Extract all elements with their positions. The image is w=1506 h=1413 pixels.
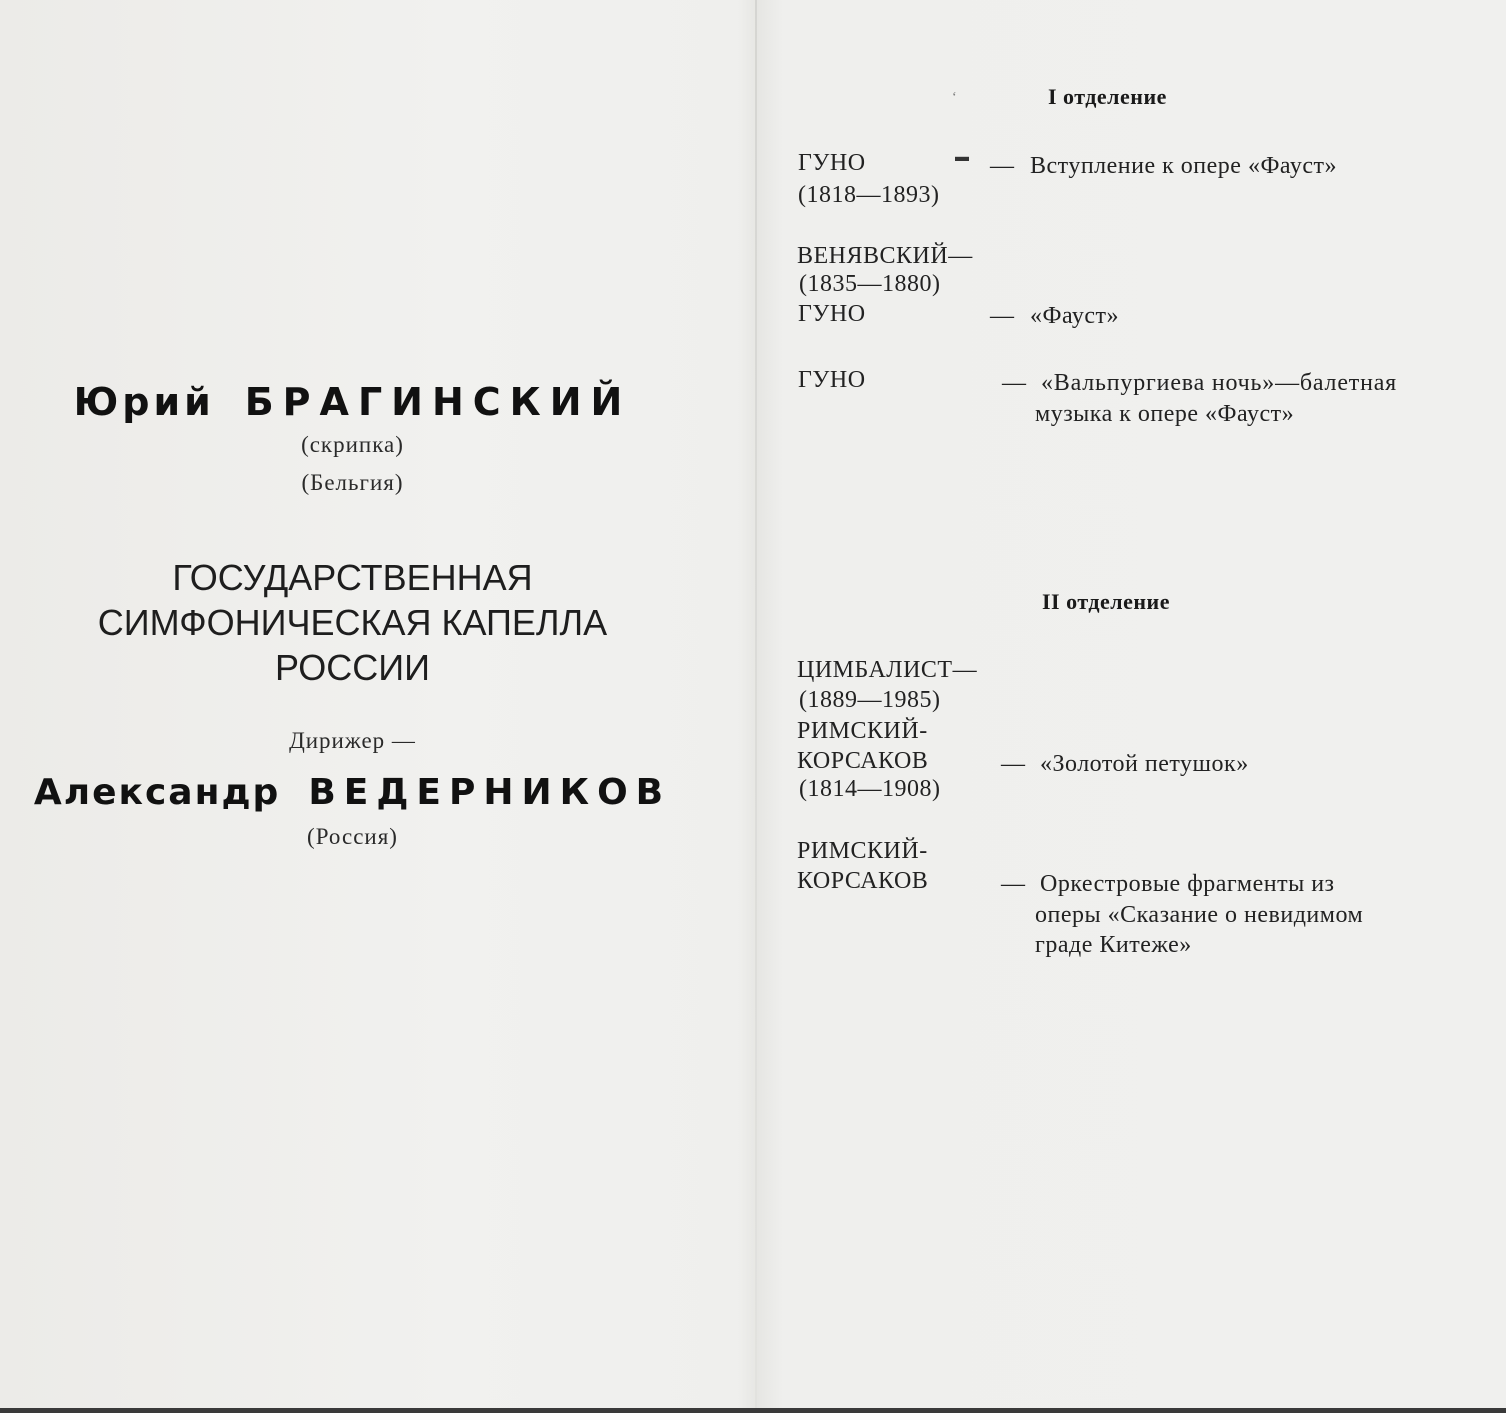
orchestra-line-3: РОССИИ <box>275 647 430 688</box>
conductor-name <box>0 772 705 813</box>
conductor-last-name: ВЕДЕРНИКОВ <box>308 772 672 813</box>
part2-item2-dash: — <box>1001 751 1026 777</box>
conductor-first-name: Александр <box>33 772 281 813</box>
soloist-first-name: Юрий <box>73 380 215 424</box>
part2-item2-composer-line1: РИМСКИЙ- <box>797 718 928 744</box>
conductor-country: (Россия) <box>307 824 398 849</box>
scan-edge <box>0 1408 1506 1413</box>
right-panel <box>757 0 1506 1413</box>
part1-item1-work: Вступление к опере «Фауст» <box>1030 153 1337 179</box>
soloist-last-name: БРАГИНСКИЙ <box>244 380 632 424</box>
orchestra-line-1: ГОСУДАРСТВЕННАЯ <box>172 557 533 598</box>
part1-item1-dash: — <box>990 153 1015 179</box>
part2-item3-dash: — <box>1001 871 1026 897</box>
part1-item4-composer: ГУНО <box>798 367 866 393</box>
part1-item4-work-line2: музыка к опере «Фауст» <box>1035 401 1295 427</box>
part2-item3-work-line2: оперы «Сказание о невидимом <box>1035 902 1364 928</box>
part1-title: I отделение <box>1048 84 1167 109</box>
conductor-label: Дирижер — <box>289 728 416 753</box>
part1-item4-work-line1: «Вальпургиева ночь»—балетная <box>1041 370 1398 396</box>
orchestra-line-2: СИМФОНИЧЕСКАЯ КАПЕЛЛА <box>97 602 608 643</box>
print-speck: ‘ <box>952 90 957 105</box>
print-speck: ▬ <box>955 150 969 165</box>
part2-item3-composer-line1: РИМСКИЙ- <box>797 838 928 864</box>
part1-item4-dash: — <box>1002 370 1027 396</box>
part2-item3-work-line1: Оркестровые фрагменты из <box>1040 871 1335 897</box>
part1-item1-composer: ГУНО <box>798 150 866 176</box>
part1-item3-work: «Фауст» <box>1030 303 1120 329</box>
part1-item3-composer: ГУНО <box>798 301 866 327</box>
part1-item3-dash: — <box>990 303 1015 329</box>
part2-item3-composer-line2: КОРСАКОВ <box>797 868 929 894</box>
part2-item2-years: (1814—1908) <box>799 776 941 802</box>
part2-item1-years: (1889—1985) <box>799 687 941 713</box>
part2-item2-composer-line2: КОРСАКОВ <box>797 748 929 774</box>
part2-title: II отделение <box>1042 589 1170 614</box>
part2-item3-work-line3: граде Китеже» <box>1035 932 1192 958</box>
part1-item1-years: (1818—1893) <box>798 182 940 208</box>
part1-item2-composer: ВЕНЯВСКИЙ— <box>797 243 973 269</box>
soloist-instrument: (скрипка) <box>301 432 404 457</box>
soloist-country: (Бельгия) <box>301 470 404 495</box>
part1-item2-years: (1835—1880) <box>799 271 941 297</box>
soloist-name <box>0 380 705 424</box>
part2-item2-work: «Золотой петушок» <box>1040 751 1249 777</box>
part2-item1-composer: ЦИМБАЛИСТ— <box>797 657 978 683</box>
